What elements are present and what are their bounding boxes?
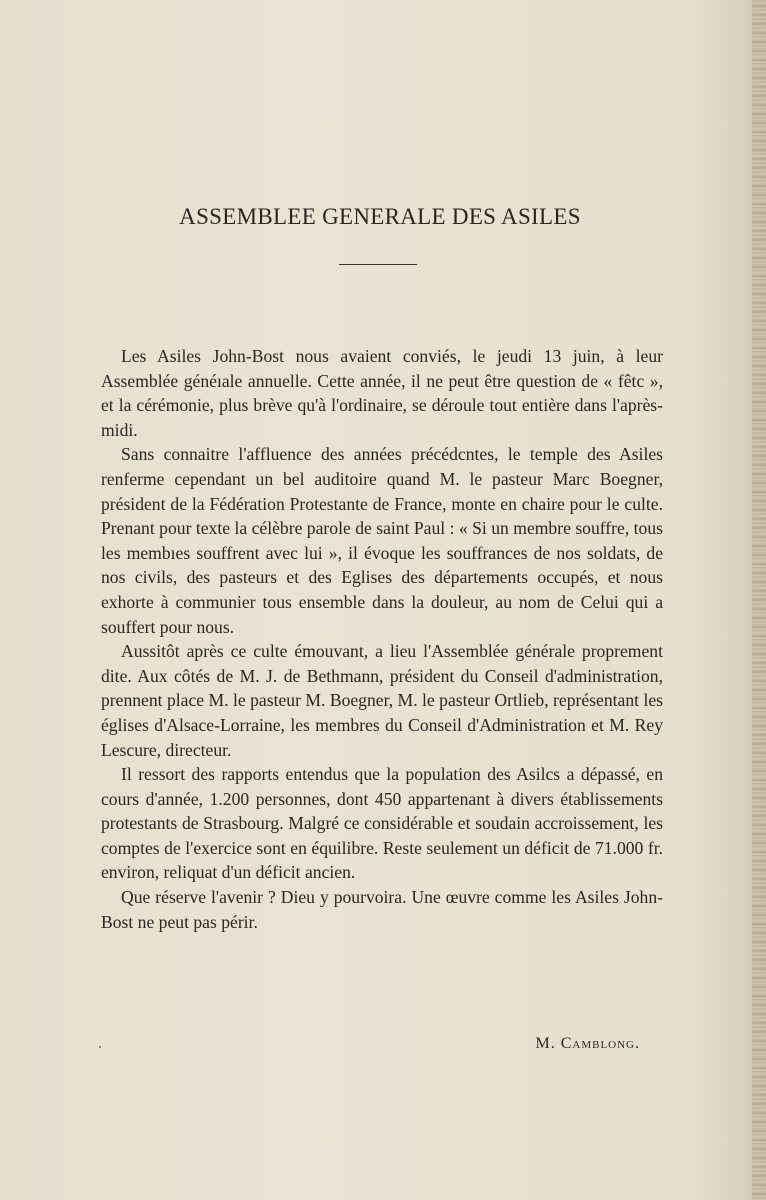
paragraph-1: Les Asiles John-Bost nous avaient conviés, le jeudi 13 juin, à leur Assemblée généıale annuelle. Cette année, il ne peut être question de « fêtc », et la cérémonie, plus brève qu'à l'ordinaire, se déroule tout entière dans l'après-midi. xyxy=(101,346,663,440)
paragraph-3: Aussitôt après ce culte émouvant, a lieu l'Assemblée générale proprement dite. Aux côtés de M. J. de Bethmann, président du Conseil d'administration, prennent place M. le pasteur M. Boegner, M. le pasteur Ortlieb, représentant les églises d'Alsace-Lorraine, les membres du Conseil d'Administration et M. Rey Lescure, directeur. xyxy=(101,641,663,760)
paragraph-5: Que réserve l'avenir ? Dieu y pourvoira. Une œuvre comme les Asiles John-Bost ne peut pas périr. xyxy=(101,887,663,932)
author-signature: M. Camblong. xyxy=(535,1035,640,1052)
paragraph-4: Il ressort des rapports entendus que la population des Asilcs a dépassé, en cours d'année, 1.200 personnes, dont 450 appartenant à divers établissements protestants de Strasbourg. Malgré ce considérable et soudain accroissement, les comptes de l'exercice sont en équilibre. Reste seulement un déficit de 71.000 fr. environ, reliquat d'un déficit ancien. xyxy=(101,764,663,883)
title-divider xyxy=(339,264,417,265)
page-edge xyxy=(752,0,766,1200)
paragraph-2: Sans connaitre l'affluence des années précédcntes, le temple des Asiles renferme cependant un bel auditoire quand M. le pasteur Marc Boegner, président de la Fédération Protestante de France, monte en chaire pour le culte. Prenant pour texte la célèbre parole de saint Paul : « Si un membre souffre, tous les membıes souffrent avec lui », il évoque les souffrances de nos soldats, de nos civils, des pasteurs et des Eglises des départements occupés, et nous exhorte à communier tous ensemble dans la douleur, au nom de Celui qui a souffert pour nous. xyxy=(101,444,663,637)
article-body xyxy=(101,344,663,934)
stray-mark xyxy=(99,1046,101,1048)
page-title: ASSEMBLEE GENERALE DES ASILES xyxy=(179,204,581,229)
